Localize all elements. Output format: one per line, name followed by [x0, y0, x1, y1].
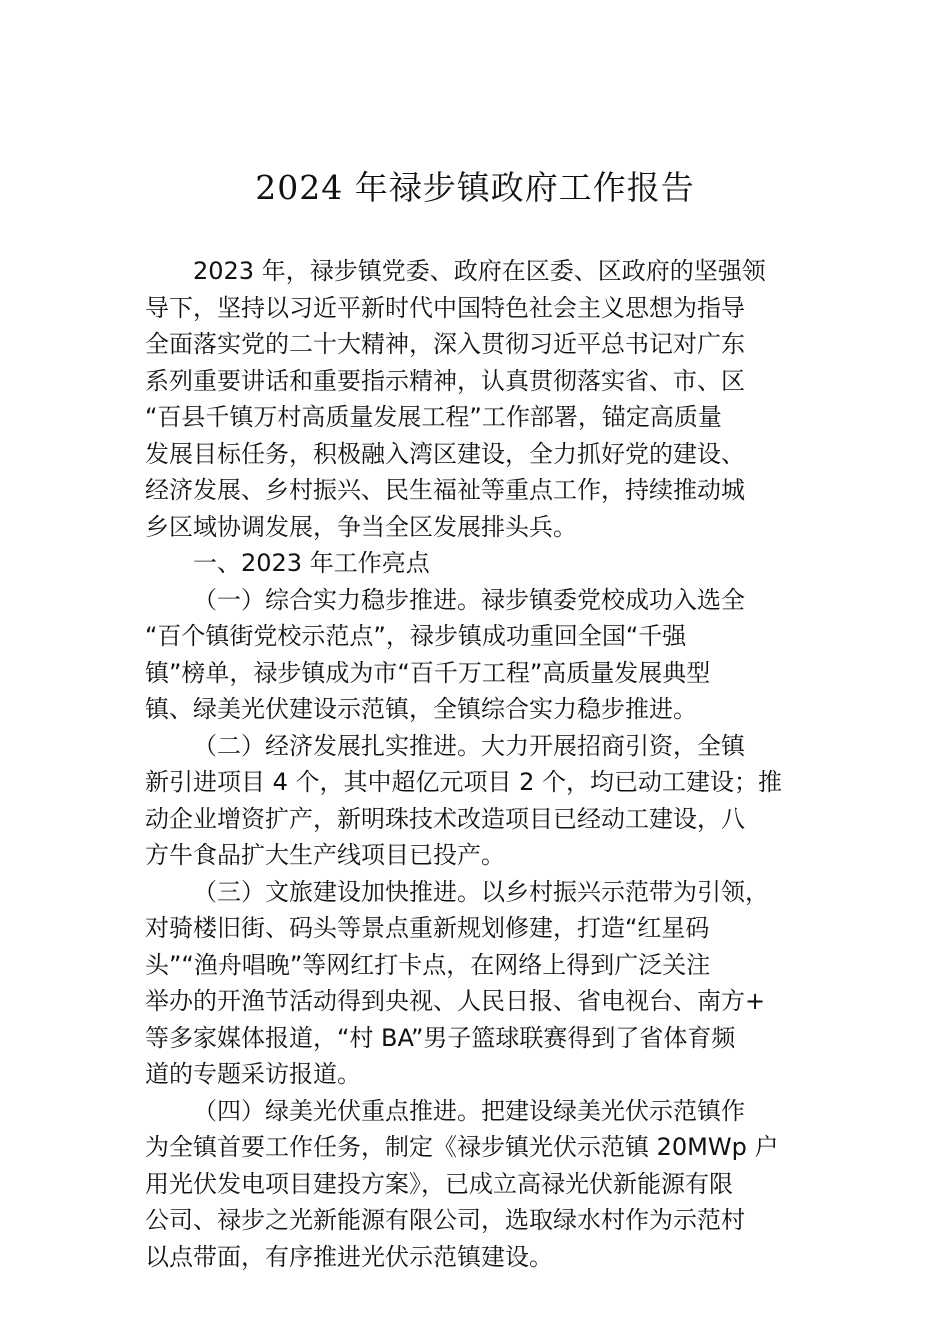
item-4-line-4: 公司、禄步之光新能源有限公司，选取绿水村作为示范村	[145, 1206, 745, 1234]
paragraph-intro-line-6: 发展目标任务，积极融入湾区建设，全力抓好党的建设、	[145, 439, 745, 468]
paragraph-intro-line-8: 乡区域协调发展，争当全区发展排头兵。	[145, 512, 577, 541]
item-3-line-2: 对骑楼旧街、码头等景点重新规划修建，打造“红星码	[145, 914, 710, 942]
section-heading: 一、2023 年工作亮点	[193, 549, 430, 577]
document-title: 2024 年禄步镇政府工作报告	[255, 168, 695, 207]
paragraph-intro-line-7: 经济发展、乡村振兴、民生福祉等重点工作，持续推动城	[145, 476, 745, 504]
item-2-line-4: 方牛食品扩大生产线项目已投产。	[145, 841, 505, 869]
item-4-line-3: 用光伏发电项目建投方案》，已成立高禄光伏新能源有限	[145, 1169, 733, 1198]
item-2-line-3: 动企业增资扩产，新明珠技术改造项目已经动工建设，八	[145, 804, 745, 833]
item-3-line-1: （三）文旅建设加快推进。以乡村振兴示范带为引领，	[193, 877, 769, 906]
item-2-line-1: （二）经济发展扎实推进。大力开展招商引资，全镇	[193, 731, 745, 760]
item-4-line-5: 以点带面，有序推进光伏示范镇建设。	[145, 1242, 553, 1271]
paragraph-intro-line-5: “百县千镇万村高质量发展工程”工作部署，锚定高质量	[145, 403, 722, 431]
item-4-line-1: （四）绿美光伏重点推进。把建设绿美光伏示范镇作	[193, 1096, 745, 1125]
paragraph-intro-line-1: 2023 年，禄步镇党委、政府在区委、区政府的坚强领	[193, 257, 766, 285]
item-1-line-4: 镇、绿美光伏建设示范镇，全镇综合实力稳步推进。	[145, 695, 697, 723]
item-3-line-5: 等多家媒体报道，“村 BA”男子篮球联赛得到了省体育频	[145, 1023, 736, 1052]
item-3-line-6: 道的专题采访报道。	[145, 1060, 361, 1088]
item-4-line-2: 为全镇首要工作任务，制定《禄步镇光伏示范镇 20MWp 户	[145, 1133, 779, 1161]
item-1-line-3: 镇”榜单，禄步镇成为市“百千万工程”高质量发展典型	[145, 658, 711, 687]
item-3-line-3: 头”“渔舟唱晚”等网红打卡点，在网络上得到广泛关注	[145, 950, 711, 979]
document-body	[145, 253, 825, 1275]
item-1-line-2: “百个镇街党校示范点”，禄步镇成功重回全国“千强	[145, 622, 687, 650]
paragraph-intro-line-2: 导下，坚持以习近平新时代中国特色社会主义思想为指导	[145, 293, 745, 322]
item-3-line-4: 举办的开渔节活动得到央视、人民日报、省电视台、南方+	[145, 987, 766, 1015]
paragraph-intro-line-3: 全面落实党的二十大精神，深入贯彻习近平总书记对广东	[145, 330, 745, 358]
item-1-line-1: （一）综合实力稳步推进。禄步镇委党校成功入选全	[193, 585, 745, 614]
paragraph-intro-line-4: 系列重要讲话和重要指示精神，认真贯彻落实省、市、区	[145, 366, 745, 395]
item-2-line-2: 新引进项目 4 个，其中超亿元项目 2 个，均已动工建设；推	[145, 768, 783, 796]
